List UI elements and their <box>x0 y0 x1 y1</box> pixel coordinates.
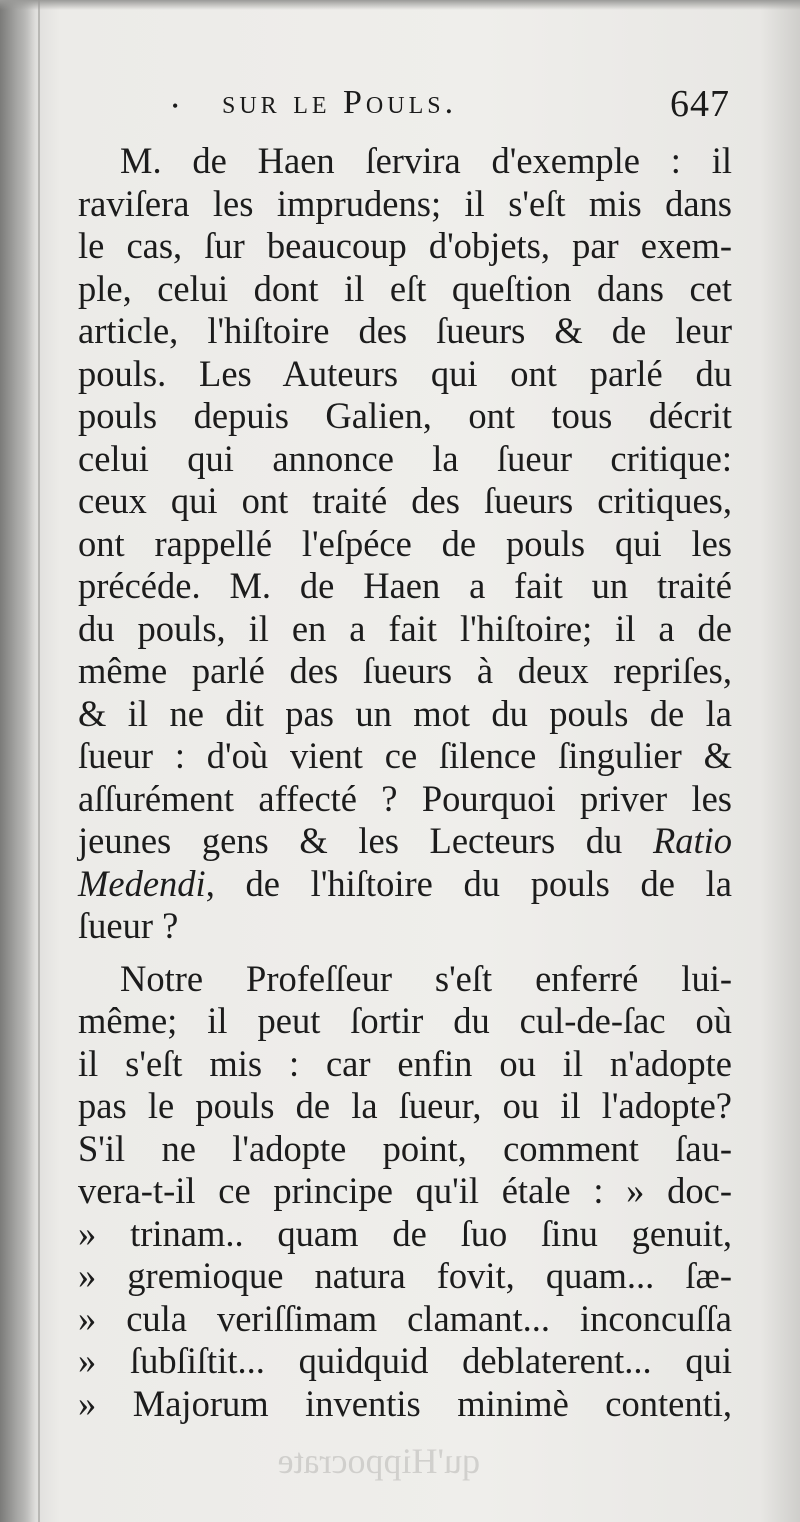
text-line: » cula veriſſimam clamant... inconcuſſa <box>78 1297 732 1339</box>
text-line: celui qui annonce la ſueur critique: <box>78 437 732 479</box>
bleed-through-text: qu'Hippocrate <box>277 1441 480 1481</box>
text-line: » ſubſiſtit... quidquid deblaterent... qui <box>78 1340 732 1381</box>
page-number: 647 <box>670 83 730 125</box>
text-line: ple, celui dont il eſt queſtion dans cet <box>78 267 732 309</box>
text-line: précéde. M. de Haen a fait un traité <box>78 565 732 606</box>
text-line: article, l'hiſtoire des ſueurs & de leur <box>78 310 732 351</box>
text-line: S'il ne l'adopte point, comment ſau- <box>78 1127 732 1169</box>
text-line: même parlé des ſueurs à deux repriſes, <box>78 650 732 691</box>
text-line: ont rappellé l'eſpéce de pouls qui les <box>78 522 732 564</box>
text-line: ſueur : d'où vient ce ſilence ſingulier & <box>78 735 732 776</box>
text-line: M. de Haen ſervira d'exemple : il <box>120 140 732 181</box>
text-span: , de l'hiſtoire du pouls de la <box>205 862 732 904</box>
text-line: du pouls, il en a fait l'hiſtoire; il a de <box>78 607 732 649</box>
paragraph-gap <box>78 948 732 958</box>
text-line: » Majorum inventis minimè contenti, <box>78 1382 732 1424</box>
running-header <box>80 82 730 130</box>
gutter-edge <box>38 0 40 1522</box>
text-line: pas le pouls de la ſueur, ou il l'adopte? <box>78 1085 732 1126</box>
body-text <box>78 140 732 1425</box>
text-line: Notre Profeſſeur s'eſt enferré lui- <box>120 957 732 999</box>
text-line: même; il peut ſortir du cul-de-ſac où <box>78 1000 732 1041</box>
text-line: vera-t-il ce principe qu'il étale : » doc- <box>78 1170 732 1211</box>
text-line: » trinam.. quam de ſuo ſinu genuit, <box>78 1212 732 1254</box>
text-line: ceux qui ont traité des ſueurs critiques, <box>78 480 732 521</box>
text-line <box>78 820 732 863</box>
text-line: & il ne dit pas un mot du pouls de la <box>78 692 732 734</box>
text-line: » gremioque natura fovit, quam... ſæ- <box>78 1255 732 1296</box>
text-line <box>78 863 732 906</box>
text-span: jeunes gens & les Lecteurs du <box>78 820 623 861</box>
text-line: il s'eſt mis : car enfin ou il n'adopte <box>78 1042 732 1084</box>
text-line: raviſera les imprudens; il s'eſt mis dans <box>78 182 732 224</box>
text-line: pouls. Les Auteurs qui ont parlé du <box>78 352 732 394</box>
top-shadow <box>0 0 800 10</box>
text-line: ſueur ? <box>78 905 179 946</box>
running-title: sur le Pouls. <box>222 84 458 121</box>
italic-title-part: Medendi <box>78 862 206 904</box>
italic-title-part: Ratio <box>652 820 733 861</box>
header-marker: • <box>172 96 179 116</box>
text-line: pouls depuis Galien, ont tous décrit <box>78 395 732 436</box>
text-line: aſſurément affecté ? Pourquoi priver les <box>78 777 732 819</box>
binding-gutter <box>0 0 36 1522</box>
text-line: le cas, ſur beaucoup d'objets, par exem- <box>78 225 732 266</box>
